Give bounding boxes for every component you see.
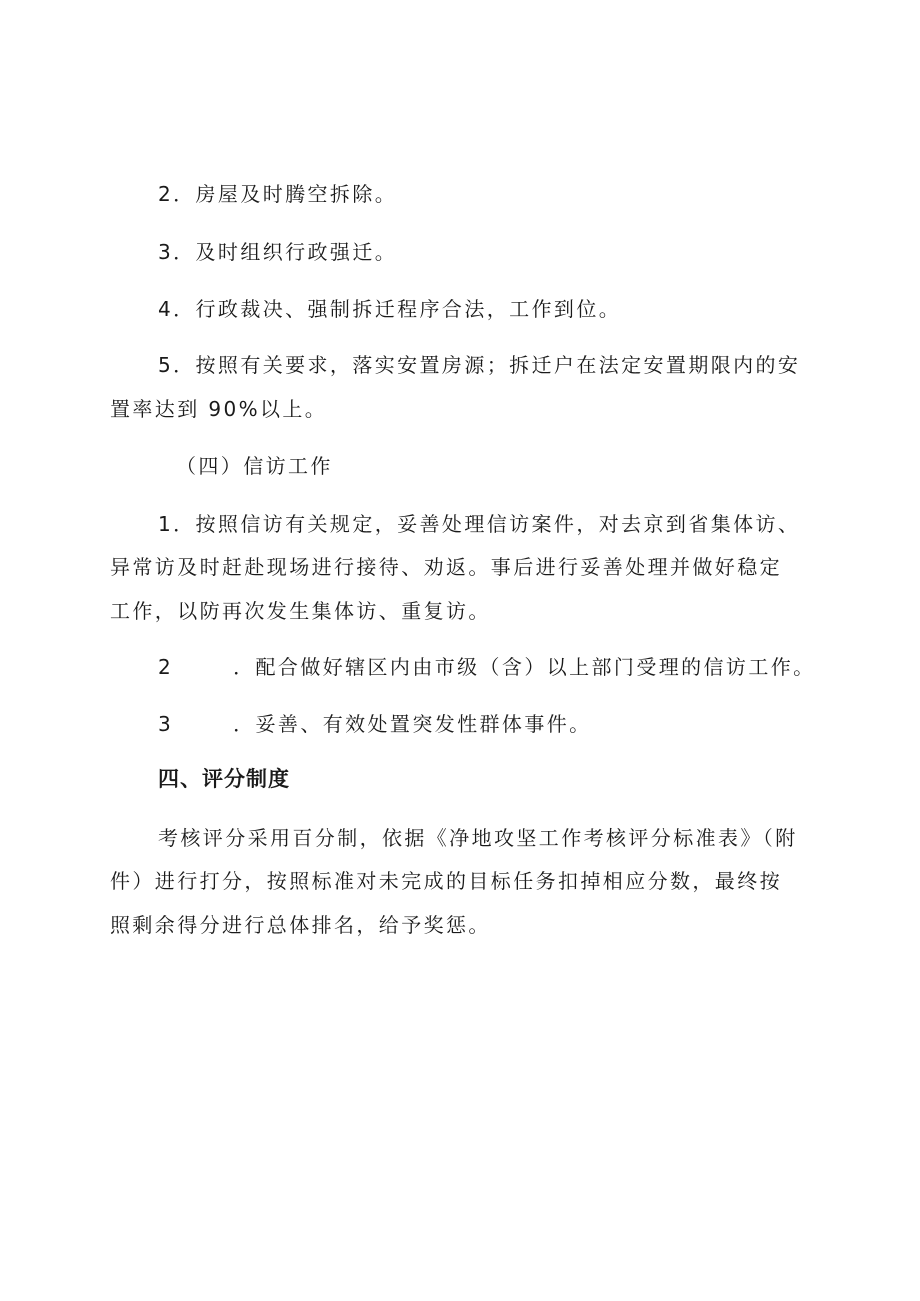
petition-item-2-number: 2 [158, 655, 174, 679]
scoring-line-3: 照剩余得分进行总体排名，给予奖惩。 [110, 913, 491, 937]
petition-item-3-text: ．妥善、有效处置突发性群体事件。 [233, 712, 592, 736]
scoring-heading: 四、评分制度 [158, 767, 290, 791]
item-2-text: 2．房屋及时腾空拆除。 [158, 182, 398, 206]
petition-item-3-number: 3 [158, 712, 174, 736]
scoring-line-1: 考核评分采用百分制，依据《净地攻坚工作考核评分标准表》（附 [158, 826, 798, 850]
item-3-text: 3．及时组织行政强迁。 [158, 240, 398, 264]
item-5-line-1: 5．按照有关要求，落实安置房源；拆迁户在法定安置期限内的安 [158, 353, 801, 377]
item-4-text: 4．行政裁决、强制拆迁程序合法，工作到位。 [158, 297, 622, 321]
petition-item-1-line-2: 异常访及时赶赴现场进行接待、劝返。事后进行妥善处理并做好稳定 [110, 555, 782, 579]
petition-item-3 [158, 710, 878, 738]
scoring-line-2: 件）进行打分，按照标准对未完成的目标任务扣掉相应分数，最终按 [110, 869, 782, 893]
petition-item-2 [158, 653, 878, 681]
petition-item-1-line-1: 1．按照信访有关规定，妥善处理信访案件，对去京到省集体访、 [158, 512, 801, 536]
petition-item-1-line-3: 工作，以防再次发生集体访、重复访。 [110, 599, 491, 623]
petition-heading: （四）信访工作 [176, 454, 333, 478]
item-5-line-2: 置率达到 90%以上。 [110, 397, 328, 421]
petition-item-2-text: ．配合做好辖区内由市级（含）以上部门受理的信访工作。 [233, 655, 816, 679]
